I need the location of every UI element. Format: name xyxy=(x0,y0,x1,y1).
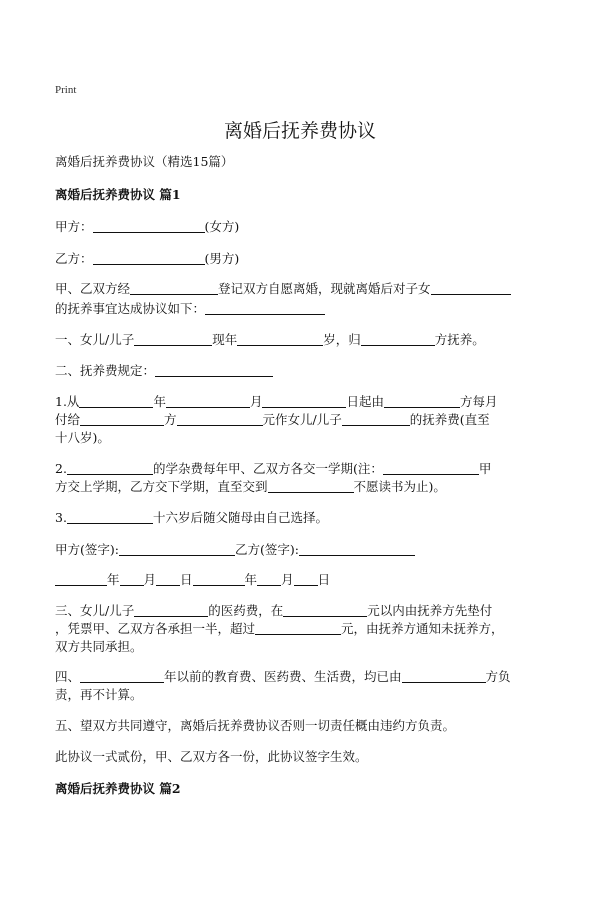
text: 岁，归 xyxy=(323,332,361,347)
blank-field xyxy=(67,509,153,524)
party-b-suffix: (男方) xyxy=(204,251,240,266)
text: 登记双方自愿离婚，现就离婚后对子女 xyxy=(218,281,431,296)
blank-field xyxy=(402,668,486,683)
blank-field xyxy=(255,620,341,635)
blank-field xyxy=(384,393,460,408)
text: 的抚养费(直至 xyxy=(409,412,490,427)
blank-field xyxy=(177,411,263,426)
text: 1.从 xyxy=(55,394,80,409)
section-heading-1: 离婚后抚养费协议 篇1 xyxy=(55,187,181,202)
item-1-line-2 xyxy=(55,410,555,430)
text: 元以内由抚养方先垫付 xyxy=(367,603,493,618)
text: 三、女儿/儿子 xyxy=(55,603,135,618)
text: 日 xyxy=(317,572,331,587)
party-a-suffix: (女方) xyxy=(204,219,240,234)
signature-line xyxy=(55,540,555,560)
blank-field xyxy=(257,571,281,586)
blank-field xyxy=(134,602,208,617)
text: 月 xyxy=(281,572,294,587)
text: 的抚养事宜达成协议如下： xyxy=(55,301,206,316)
page-title: 离婚后抚养费协议 xyxy=(223,120,376,142)
blank-field xyxy=(383,460,479,475)
clause-3-line-1 xyxy=(55,601,555,621)
blank-field xyxy=(93,218,205,233)
party-b-signature-label: 乙方(签字): xyxy=(234,542,299,557)
blank-field xyxy=(67,460,153,475)
party-a-label: 甲方： xyxy=(55,219,93,234)
blank-field xyxy=(155,362,273,377)
text: 现年 xyxy=(212,332,238,347)
text: 甲、乙双方经 xyxy=(55,281,131,296)
blank-field xyxy=(130,280,218,295)
text: 方负 xyxy=(485,669,511,684)
text: 一、女儿/儿子 xyxy=(55,332,135,347)
clause-3-line-2 xyxy=(55,619,555,639)
item-1-line-1 xyxy=(55,392,555,412)
text: 年 xyxy=(153,394,166,409)
text: 十八岁)。 xyxy=(55,430,110,445)
party-b-label: 乙方： xyxy=(55,251,93,266)
item-1-line-3 xyxy=(55,428,555,448)
intro-line-2 xyxy=(55,299,555,319)
text: ，凭票甲、乙双方各承担一半，超过 xyxy=(55,621,256,636)
text: 不愿读书为止)。 xyxy=(353,479,446,494)
text: 元作女儿/儿子 xyxy=(262,412,342,427)
text: 3. xyxy=(55,510,67,525)
closing-statement: 此协议一式贰份，甲、乙双方各一份，此协议签字生效。 xyxy=(55,749,368,764)
document-subtitle: 离婚后抚养费协议（精选15篇） xyxy=(55,154,234,169)
blank-field xyxy=(80,668,164,683)
intro-line-1 xyxy=(55,279,555,299)
party-a-line xyxy=(55,217,555,237)
blank-field xyxy=(120,571,144,586)
clause-1 xyxy=(55,330,555,350)
section-heading-2: 离婚后抚养费协议 篇2 xyxy=(55,781,181,796)
blank-field xyxy=(294,571,318,586)
text: 方交上学期，乙方交下学期，直至交到 xyxy=(55,479,268,494)
date-line xyxy=(55,570,555,590)
blank-field xyxy=(342,411,410,426)
item-3 xyxy=(55,508,555,528)
blank-field xyxy=(299,541,415,556)
text: 的医药费，在 xyxy=(208,603,284,618)
text: 责，再不计算。 xyxy=(55,687,143,702)
blank-field xyxy=(55,571,107,586)
blank-field xyxy=(283,602,367,617)
text: 年以前的教育费、医药费、生活费，均已由 xyxy=(164,669,402,684)
text: 十六岁后随父随母由自己选择。 xyxy=(152,510,328,525)
blank-field xyxy=(431,280,511,295)
text: 年 xyxy=(244,572,258,587)
blank-field xyxy=(79,393,153,408)
text: 付给 xyxy=(55,412,81,427)
blank-field xyxy=(268,478,354,493)
clause-2 xyxy=(55,361,555,381)
blank-field xyxy=(134,331,212,346)
text: 方 xyxy=(164,412,177,427)
party-a-signature-label: 甲方(签字): xyxy=(55,542,119,557)
blank-field xyxy=(262,393,346,408)
clause-5: 五、望双方共同遵守，离婚后抚养费协议否则一切责任概由违约方负责。 xyxy=(55,718,456,733)
text: 甲 xyxy=(478,461,492,476)
blank-field xyxy=(205,300,325,315)
party-b-line xyxy=(55,249,555,269)
text: 2. xyxy=(55,461,67,476)
clause-4-line-1 xyxy=(55,667,555,687)
text: 方每月 xyxy=(459,394,498,409)
text: 日起由 xyxy=(346,394,384,409)
blank-field xyxy=(119,541,235,556)
blank-field xyxy=(93,250,205,265)
text: 日 xyxy=(180,572,193,587)
text: 月 xyxy=(249,394,263,409)
item-2-line-2 xyxy=(55,477,555,497)
text: 元，由抚养方通知未抚养方， xyxy=(341,621,504,636)
blank-field xyxy=(193,571,245,586)
clause-4-line-2 xyxy=(55,685,555,705)
blank-field xyxy=(80,411,164,426)
text: 月 xyxy=(143,572,157,587)
text: 四、 xyxy=(55,669,81,684)
text: 方抚养。 xyxy=(434,332,485,347)
blank-field xyxy=(156,571,180,586)
text: 二、抚养费规定： xyxy=(55,363,156,378)
blank-field xyxy=(361,331,435,346)
text: 双方共同承担。 xyxy=(55,639,143,654)
clause-3-line-3 xyxy=(55,637,555,657)
blank-field xyxy=(237,331,323,346)
text: 的学杂费每年甲、乙双方各交一学期(注： xyxy=(152,461,383,476)
blank-field xyxy=(166,393,250,408)
text: 年 xyxy=(107,572,120,587)
print-label: Print xyxy=(55,84,77,96)
item-2-line-1 xyxy=(55,459,555,479)
